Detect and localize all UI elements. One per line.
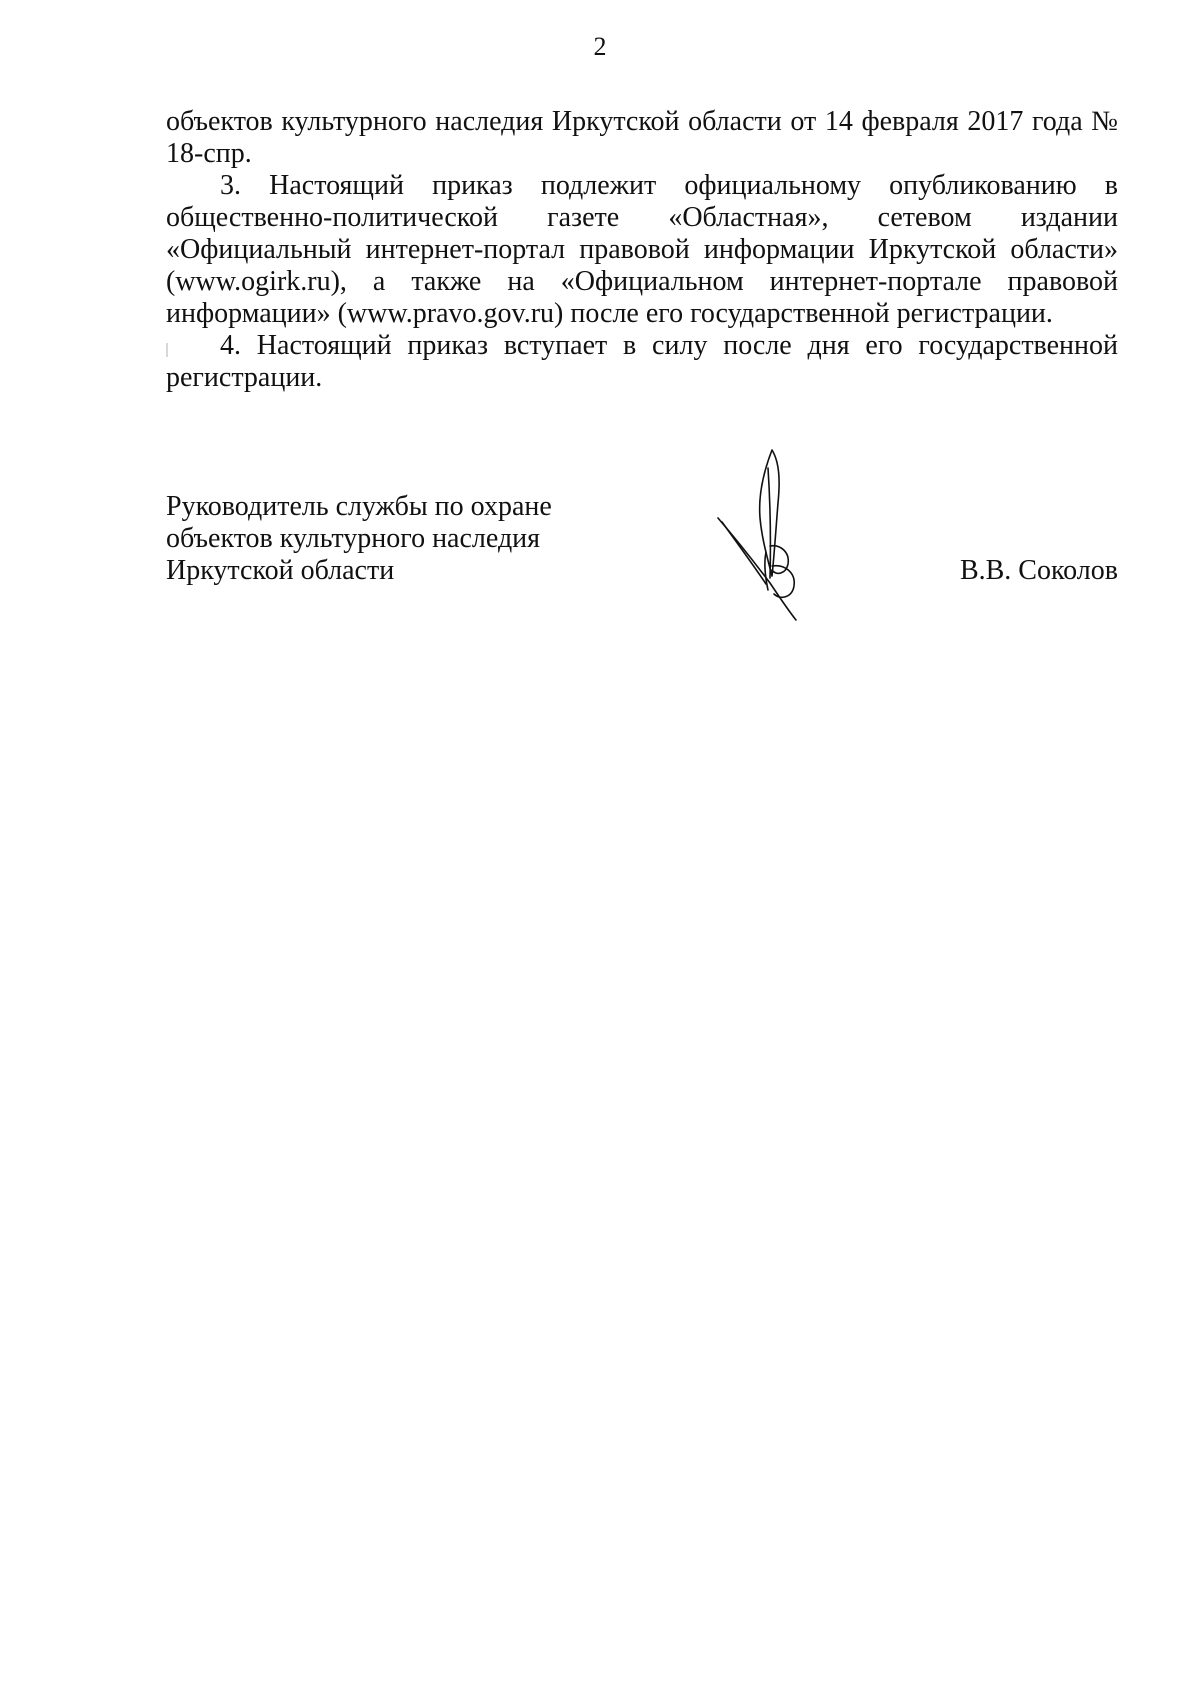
signature-block [166, 491, 1118, 631]
paragraph-3: 3. Настоящий приказ подлежит официальному опубликованию в общественно-политической газете «Областная», сетевом издании «Официальный интернет-портал правовой информации Иркутской области» (www.ogirk.ru), а также на «Официальном интернет-портале правовой информации» (www.pravo.gov.ru) после его государственной регистрации. [166, 170, 1118, 329]
signatory-title-line: Иркутской области [166, 555, 395, 586]
signatory-title-line: Руководитель службы по охране [166, 491, 552, 522]
paragraph-4: 4. Настоящий приказ вступает в силу после дня его государственной регистрации. [166, 330, 1118, 393]
signatory-name: В.В. Соколов [959, 555, 1118, 586]
document-body [166, 106, 1118, 394]
signatory-title-line: объектов культурного наследия [166, 523, 541, 554]
paragraph-continuation: объектов культурного наследия Иркутской области от 14 февраля 2017 года № 18-спр. [166, 106, 1118, 169]
page-number: 2 [593, 32, 607, 61]
scan-artifact [166, 343, 168, 357]
handwritten-signature [710, 448, 820, 623]
signatory-title [166, 491, 666, 587]
